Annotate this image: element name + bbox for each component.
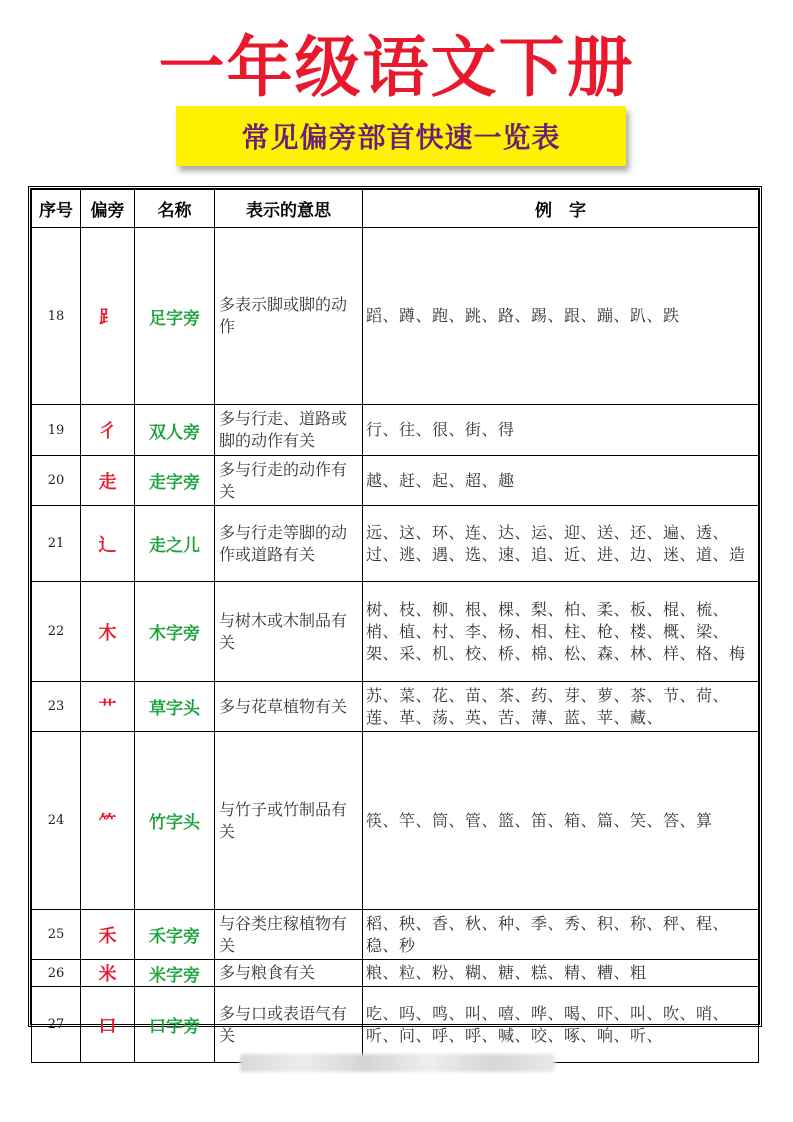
table-row xyxy=(32,732,759,910)
row-meaning: 与竹子或竹制品有关 xyxy=(215,732,363,910)
row-number: 20 xyxy=(32,456,81,506)
table-row xyxy=(32,682,759,732)
row-number: 26 xyxy=(32,960,81,987)
table-row xyxy=(32,960,759,987)
row-radical: ⻊ xyxy=(81,228,135,405)
row-name: 木字旁 xyxy=(135,582,215,682)
row-number: 24 xyxy=(32,732,81,910)
row-radical: 辶 xyxy=(81,506,135,582)
header-examples: 例 字 xyxy=(363,190,759,228)
header-name: 名称 xyxy=(135,190,215,228)
table-row xyxy=(32,987,759,1063)
row-number: 25 xyxy=(32,910,81,960)
row-number: 23 xyxy=(32,682,81,732)
row-radical: 禾 xyxy=(81,910,135,960)
row-examples: 筷、竿、筒、管、篮、笛、箱、篇、笑、答、算 xyxy=(363,732,759,910)
row-meaning: 与谷类庄稼植物有关 xyxy=(215,910,363,960)
row-examples: 树、枝、柳、根、棵、梨、柏、柔、板、棍、梳、梢、植、村、李、杨、相、柱、枪、楼、概、梁、架、采、机、校、桥、棉、松、森、林、样、格、梅 xyxy=(363,582,759,682)
row-name: 足字旁 xyxy=(135,228,215,405)
row-meaning: 与树木或木制品有关 xyxy=(215,582,363,682)
subtitle-text: 常见偏旁部首快速一览表 xyxy=(241,121,561,154)
row-examples: 越、赶、起、超、趣 xyxy=(363,456,759,506)
row-name: 口字旁 xyxy=(135,987,215,1063)
row-meaning: 多与行走的动作有关 xyxy=(215,456,363,506)
row-number: 19 xyxy=(32,405,81,456)
row-number: 18 xyxy=(32,228,81,405)
row-examples: 蹈、蹲、跑、跳、路、踢、跟、蹦、趴、跌 xyxy=(363,228,759,405)
row-radical: ⺮ xyxy=(81,732,135,910)
row-examples: 行、往、很、街、得 xyxy=(363,405,759,456)
row-meaning: 多与行走等脚的动作或道路有关 xyxy=(215,506,363,582)
row-radical: 彳 xyxy=(81,405,135,456)
table-row xyxy=(32,910,759,960)
table-row xyxy=(32,582,759,682)
table-header-row xyxy=(32,190,759,228)
row-number: 22 xyxy=(32,582,81,682)
row-name: 禾字旁 xyxy=(135,910,215,960)
row-name: 竹字头 xyxy=(135,732,215,910)
row-examples: 远、这、环、连、达、运、迎、送、还、遍、透、过、逃、遇、选、速、追、近、进、边、迷、道、造 xyxy=(363,506,759,582)
table-row xyxy=(32,405,759,456)
row-examples: 粮、粒、粉、糊、糖、糕、精、糟、粗 xyxy=(363,960,759,987)
blurred-footer-watermark xyxy=(240,1054,555,1072)
subtitle-banner xyxy=(176,106,626,166)
row-meaning: 多与花草植物有关 xyxy=(215,682,363,732)
row-name: 草字头 xyxy=(135,682,215,732)
row-meaning: 多与粮食有关 xyxy=(215,960,363,987)
row-number: 21 xyxy=(32,506,81,582)
row-number: 27 xyxy=(32,987,81,1063)
row-examples: 稻、秧、香、秋、种、季、秀、积、称、秤、程、稳、秒 xyxy=(363,910,759,960)
row-radical: 米 xyxy=(81,960,135,987)
row-meaning: 多与行走、道路或脚的动作有关 xyxy=(215,405,363,456)
header-radical: 偏旁 xyxy=(81,190,135,228)
radical-table xyxy=(28,186,762,1045)
row-examples: 苏、菜、花、苗、茶、药、芽、萝、茶、节、荷、莲、革、荡、英、苦、薄、蓝、苹、藏、 xyxy=(363,682,759,732)
row-radical: 艹 xyxy=(81,682,135,732)
table-row xyxy=(32,456,759,506)
table-row xyxy=(32,506,759,582)
table-row xyxy=(32,228,759,405)
header-meaning: 表示的意思 xyxy=(215,190,363,228)
row-radical: 木 xyxy=(81,582,135,682)
row-examples: 吃、吗、鸣、叫、嘻、哗、喝、吓、叫、吹、哨、听、问、呼、呼、喊、咬、啄、响、听、 xyxy=(363,987,759,1063)
row-radical: 口 xyxy=(81,987,135,1063)
row-name: 走之儿 xyxy=(135,506,215,582)
row-name: 双人旁 xyxy=(135,405,215,456)
header-number: 序号 xyxy=(32,190,81,228)
row-name: 走字旁 xyxy=(135,456,215,506)
row-radical: 走 xyxy=(81,456,135,506)
row-name: 米字旁 xyxy=(135,960,215,987)
row-meaning: 多表示脚或脚的动作 xyxy=(215,228,363,405)
page-title: 一年级语文下册 xyxy=(158,29,635,106)
row-meaning: 多与口或表语气有关 xyxy=(215,987,363,1063)
